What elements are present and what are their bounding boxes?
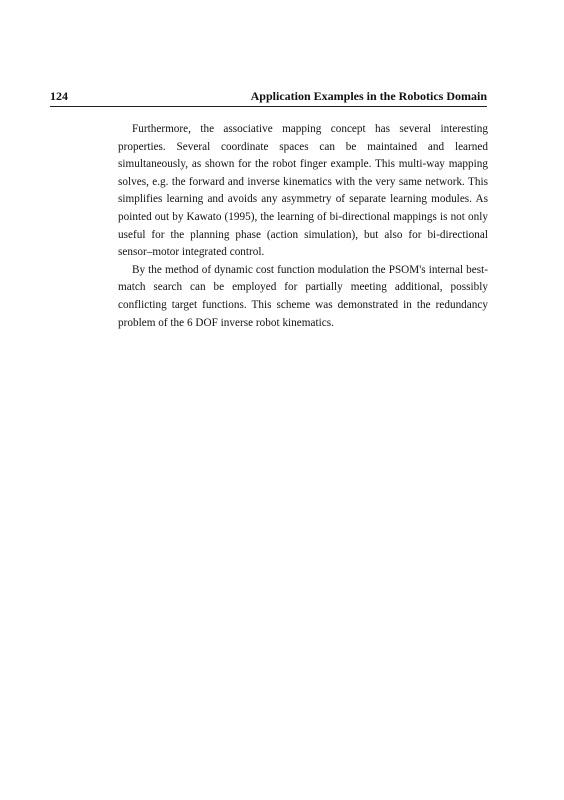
paragraph: By the method of dynamic cost function modulation the PSOM's internal best-match search can be employed for partially meeting additional, possibly conflicting target functions. This scheme was demonstrated in the redundancy problem of the 6 DOF inverse robot kinematics.	[118, 263, 488, 329]
body-text	[118, 121, 488, 332]
running-header	[50, 88, 487, 107]
paragraph: Furthermore, the associative mapping concept has several interesting properties. Several coordinate spaces can be maintained and learned simultaneously, as shown for the robot finger example. This multi-way mapping solves, e.g. the forward and inverse kinematics with the very same network. This simplifies learning and avoids any asymmetry of separate learning modules. As pointed out by Kawato (1995), the learning of bi-directional mappings is not only useful for the planning phase (action simulation), but also for bi-directional sensor–motor integrated control.	[118, 123, 488, 259]
chapter-title: Application Examples in the Robotics Domain	[250, 89, 487, 103]
page-number: 124	[50, 89, 68, 103]
